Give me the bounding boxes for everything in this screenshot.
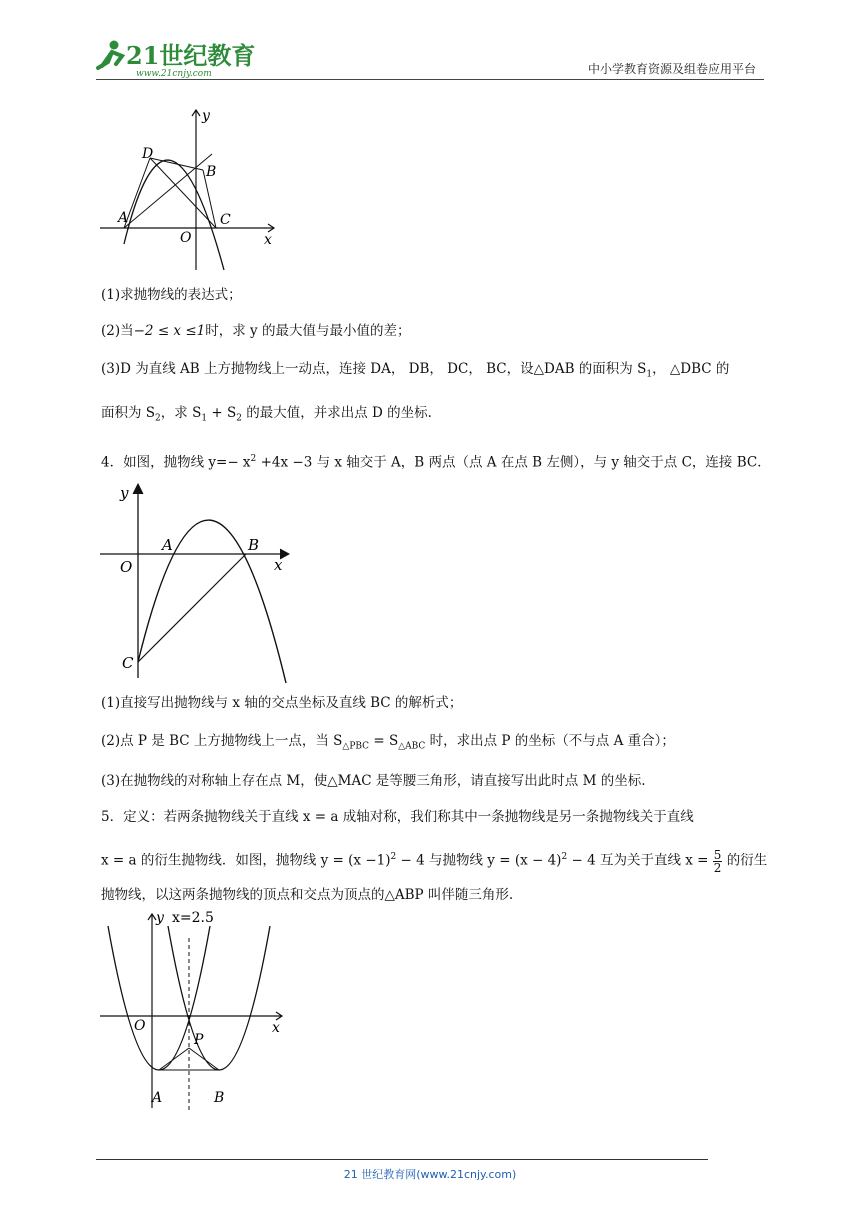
label-b: B bbox=[214, 1090, 225, 1106]
q4-part2: (2)点 P 是 BC 上方抛物线上一点，当 $S_{\triangle PBC} = S_{\triangle ABC}$ 时，求出点 P 的坐标（不与点 A 重合）； bbox=[101, 733, 675, 752]
platform-label: 中小学教育资源及组卷应用平台 bbox=[587, 62, 756, 76]
parabola-right bbox=[168, 926, 270, 1070]
label-y: y bbox=[202, 108, 210, 124]
label-x: x bbox=[264, 232, 272, 248]
q3-part3-line1: (3)D 为直线 AB 上方抛物线上一动点，连接 DA， DB， DC， BC，设△DAB 的面积为 $S_1$， △DBC 的 bbox=[101, 361, 730, 380]
label-b: B bbox=[248, 536, 260, 554]
q4-stem: 4．如图，抛物线 $y=- x^2 +4x -3$ 与 x 轴交于 A，B 两点（点 A 在点 B 左侧），与 y 轴交于点 C，连接 BC． bbox=[101, 454, 771, 471]
label-x: x bbox=[274, 556, 283, 574]
footer-link[interactable]: 21 世纪教育网(www.21cnjy.com) bbox=[343, 1168, 517, 1181]
label-y: y bbox=[156, 910, 164, 926]
segment-bp bbox=[189, 1048, 219, 1070]
segment-bc bbox=[138, 554, 246, 662]
line-ab bbox=[124, 154, 212, 228]
label-o: O bbox=[120, 558, 133, 576]
q5-line3: 抛物线，以这两条抛物线的顶点和交点为顶点的△ABP 叫伴随三角形. bbox=[101, 887, 514, 903]
label-a: A bbox=[162, 536, 173, 554]
label-p: P bbox=[194, 1032, 204, 1048]
figure-q4 bbox=[100, 478, 300, 692]
q3-part2: (2)当−2 ≤ x ≤1时，求 y 的最大值与最小值的差； bbox=[101, 323, 411, 339]
label-a: A bbox=[152, 1090, 163, 1106]
fraction-five-halves: $\frac{5}{2}$ bbox=[713, 847, 722, 875]
label-b: B bbox=[206, 164, 217, 180]
logo-text: 21世纪教育 bbox=[126, 41, 256, 70]
label-o: O bbox=[134, 1018, 146, 1034]
label-o: O bbox=[180, 230, 192, 246]
parabola-left bbox=[108, 926, 210, 1070]
q5-line1: 5．定义：若两条抛物线关于直线 x = a 成轴对称，我们称其中一条抛物线是另一条抛物线关于直线 bbox=[101, 809, 694, 825]
figure-q5 bbox=[100, 908, 300, 1117]
q4-part1: (1)直接写出抛物线与 x 轴的交点坐标及直线 BC 的解析式； bbox=[101, 695, 463, 711]
label-a: A bbox=[118, 210, 129, 226]
site-logo bbox=[96, 36, 266, 80]
header-divider bbox=[96, 79, 764, 80]
label-d: D bbox=[142, 146, 154, 162]
parabola bbox=[138, 520, 286, 683]
segment-ap bbox=[159, 1048, 189, 1070]
label-line: x=2.5 bbox=[172, 910, 214, 926]
footer-divider bbox=[96, 1159, 708, 1160]
logo-url: www.21cnjy.com bbox=[136, 69, 212, 79]
q3-part3-line2: 面积为 $S_2$，求 $S_1 + S_2$ 的最大值，并求出点 D 的坐标. bbox=[101, 405, 432, 424]
figure-q3 bbox=[96, 104, 286, 276]
label-x: x bbox=[272, 1020, 280, 1036]
label-y: y bbox=[120, 484, 129, 502]
q3-part1: (1)求抛物线的表达式； bbox=[101, 287, 242, 303]
runner-icon bbox=[98, 41, 122, 69]
label-c: C bbox=[220, 212, 231, 228]
q4-part3: (3)在抛物线的对称轴上存在点 M，使△MAC 是等腰三角形，请直接写出此时点 M 的坐标. bbox=[101, 773, 646, 789]
y-arrow-icon bbox=[133, 484, 143, 494]
label-c: C bbox=[122, 654, 134, 672]
q5-line2: x = a 的衍生抛物线．如图，抛物线 $y = (x -1)^2 - 4$ 与抛物线 $y = (x - 4)^2 - 4$ 互为关于直线 x = $\frac{5}{2}$ 的衍生 bbox=[101, 847, 768, 875]
